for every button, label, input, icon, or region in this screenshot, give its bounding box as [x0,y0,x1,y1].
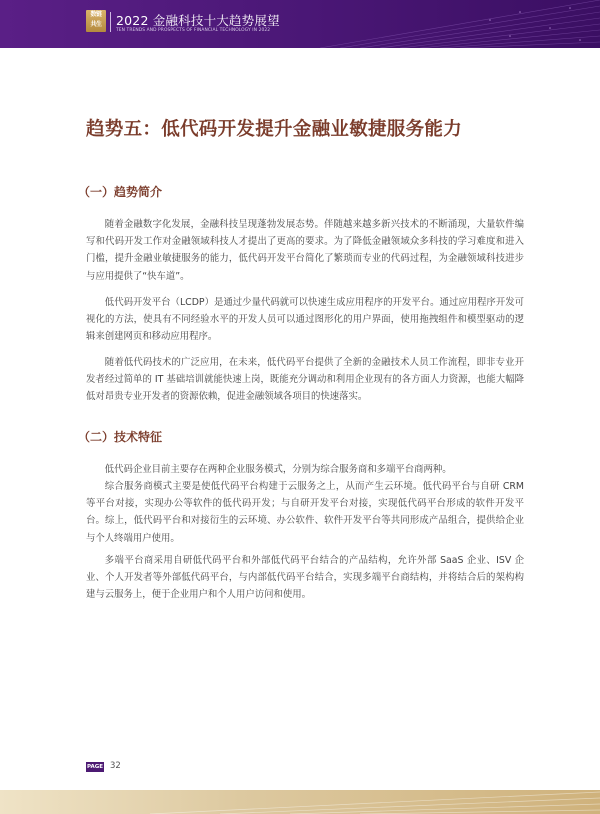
header-decoration [260,0,600,48]
section-heading-features: （二）技术特征 [78,430,163,444]
page-label: PAGE [86,764,104,770]
header-band [0,0,600,48]
report-subtitle: TEN TRENDS AND PROSPECTS OF FINANCIAL TECHNOLOGY IN 2022 [116,28,271,33]
section-heading-intro: （一）趋势简介 [78,185,163,199]
page-title: 趋势五：低代码开发提升金融业敏捷服务能力 [86,119,463,140]
logo-text-top: 数链 [90,11,102,18]
paragraph: 综合服务商模式主要是使低代码平台构建于云服务之上，从而产生云环境。低代码平台与自研 CRM 等平台对接，实现办公等软件的低代码开发；与自研开发平台对接，实现低代码平台形成的软件开发平台。综上，低代码平台和对接衍生的云环境、办公软件、软件开发平台等共同形成产品组合，提供给企业与个人终端用户使用。 [86,481,524,544]
paragraph: 随着低代码技术的广泛应用，在未来，低代码平台提供了全新的金融技术人员工作流程，即非专业开发者经过简单的 IT 基础培训就能快速上岗，既能充分调动和利用企业现有的各方面人力资源，也能大幅降低对昂贵专业开发者的资源依赖，促进金融领域各项目的快速落实。 [86,357,524,403]
footer-decoration [0,790,600,814]
header-divider [110,12,111,32]
paragraph: 低代码企业目前主要存在两种企业服务模式，分别为综合服务商和多端平台商两种。 [104,464,452,475]
paragraph: 多端平台商采用自研低代码平台和外部低代码平台结合的产品结构，允许外部 SaaS 企业、ISV 企业、个人开发者等外部低代码平台，与内部低代码平台结合，实现多端平台商结构，并将结合后的架构构建与云服务上，便于企业用户和个人用户访问和使用。 [86,555,524,601]
report-logo [86,10,106,32]
paragraph: 随着金融数字化发展，金融科技呈现蓬勃发展态势。伴随越来越多新兴技术的不断涌现，大量软件编写和代码开发工作对金融领域科技人才提出了更高的要求。为了降低金融领域众多科技的学习难度和进入门槛，提升金融业敏捷服务的能力，低代码开发平台简化了繁琐而专业的代码过程，为金融领域科技进步与应用提供了“快车道”。 [86,219,524,282]
footer-band [0,790,600,814]
report-title: 2022 金融科技十大趋势展望 [116,13,280,28]
paragraph: 低代码开发平台（LCDP）是通过少量代码就可以快速生成应用程序的开发平台。通过应用程序开发可视化的方法，使具有不同经验水平的开发人员可以通过图形化的用户界面，使用拖拽组件和模型驱动的逻辑来创建网页和移动应用程序。 [86,297,524,343]
logo-text-bottom: 共生 [90,21,102,28]
page-number: 32 [110,761,121,771]
